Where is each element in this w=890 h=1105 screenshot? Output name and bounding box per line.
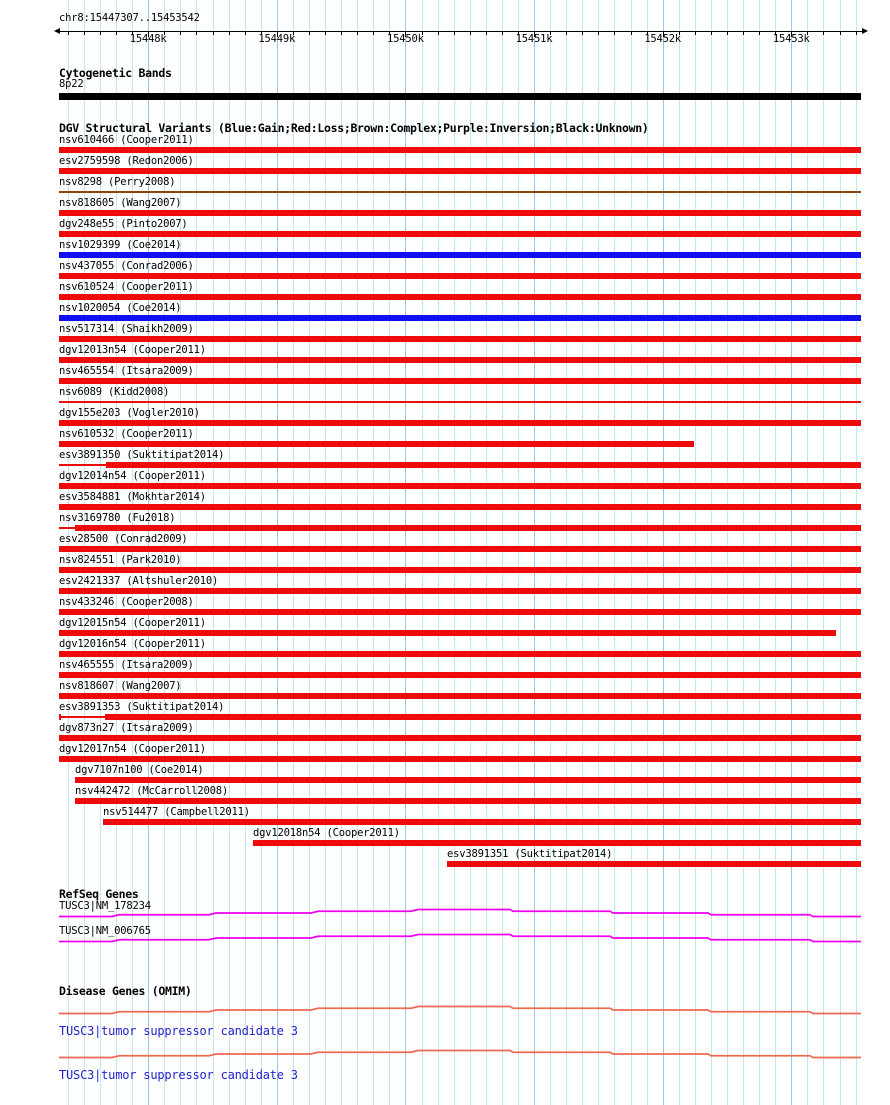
variant-label: dgv12015n54 (Cooper2011) bbox=[59, 617, 206, 629]
variant-bar[interactable] bbox=[59, 336, 861, 342]
section-title-cytobands: Cytogenetic Bands bbox=[59, 66, 172, 80]
gene-label[interactable]: TUSC3|NM_006765 bbox=[59, 925, 151, 937]
variant-bar[interactable] bbox=[59, 672, 861, 678]
variant-label: dgv12014n54 (Cooper2011) bbox=[59, 470, 206, 482]
cytoband-label: 8p22 bbox=[59, 78, 84, 90]
ruler-minor-tick bbox=[229, 31, 230, 35]
ruler-minor-tick bbox=[454, 31, 455, 35]
variant-bar[interactable] bbox=[59, 441, 694, 447]
variant-bar[interactable] bbox=[59, 567, 861, 573]
section-title-dgv: DGV Structural Variants (Blue:Gain;Red:Loss;Brown:Complex;Purple:Inversion;Black:Unknown) bbox=[59, 121, 649, 135]
variant-label: dgv7107n100 (Coe2014) bbox=[75, 764, 204, 776]
ruler-minor-tick bbox=[856, 31, 857, 35]
ruler-minor-tick bbox=[341, 31, 342, 35]
ruler-left-arrow-icon bbox=[54, 28, 60, 34]
ruler-minor-tick bbox=[325, 31, 326, 35]
variant-bar[interactable] bbox=[59, 630, 836, 636]
variant-label: nsv824551 (Park2010) bbox=[59, 554, 182, 566]
variant-label: nsv8298 (Perry2008) bbox=[59, 176, 176, 188]
variant-label: nsv3169780 (Fu2018) bbox=[59, 512, 176, 524]
variant-bar[interactable] bbox=[105, 714, 861, 720]
variant-bar[interactable] bbox=[59, 191, 861, 193]
variant-label: nsv818605 (Wang2007) bbox=[59, 197, 182, 209]
variant-label: nsv610466 (Cooper2011) bbox=[59, 134, 194, 146]
ruler-tick-label: 15452k bbox=[644, 33, 682, 45]
gene-label[interactable]: TUSC3|tumor suppressor candidate 3 bbox=[59, 1068, 298, 1082]
variant-label: dgv12018n54 (Cooper2011) bbox=[253, 827, 400, 839]
variant-label: esv3891350 (Suktitipat2014) bbox=[59, 449, 225, 461]
ruler-minor-tick bbox=[840, 31, 841, 35]
variant-bar[interactable] bbox=[59, 420, 861, 426]
gene-label[interactable]: TUSC3|NM_178234 bbox=[59, 900, 151, 912]
variant-bar[interactable] bbox=[59, 147, 861, 153]
variant-label: nsv517314 (Shaikh2009) bbox=[59, 323, 194, 335]
variant-label: esv2759598 (Redon2006) bbox=[59, 155, 194, 167]
ruler-minor-tick bbox=[711, 31, 712, 35]
section-title-omim: Disease Genes (OMIM) bbox=[59, 984, 192, 998]
variant-label: esv3891351 (Suktitipat2014) bbox=[447, 848, 613, 860]
variant-bar[interactable] bbox=[59, 252, 861, 258]
variant-label: esv28500 (Conrad2009) bbox=[59, 533, 188, 545]
variant-label: nsv1020054 (Coe2014) bbox=[59, 302, 182, 314]
variant-bar[interactable] bbox=[59, 464, 106, 466]
variant-bar[interactable] bbox=[59, 168, 861, 174]
variant-label: nsv465554 (Itsara2009) bbox=[59, 365, 194, 377]
variant-bar[interactable] bbox=[59, 588, 861, 594]
ruler-tick-label: 15453k bbox=[772, 33, 810, 45]
gene-exon-intron-line[interactable] bbox=[59, 908, 861, 918]
ruler-tick-label: 15451k bbox=[515, 33, 553, 45]
gene-exon-intron-line[interactable] bbox=[59, 1005, 861, 1015]
ruler-minor-tick bbox=[727, 31, 728, 35]
variant-bar[interactable] bbox=[59, 546, 861, 552]
variant-bar[interactable] bbox=[59, 651, 861, 657]
ruler-minor-tick bbox=[196, 31, 197, 35]
variant-bar[interactable] bbox=[59, 210, 861, 216]
ruler-minor-tick bbox=[743, 31, 744, 35]
variant-label: dgv873n27 (Itsara2009) bbox=[59, 722, 194, 734]
variant-bar[interactable] bbox=[59, 735, 861, 741]
variant-label: nsv465555 (Itsara2009) bbox=[59, 659, 194, 671]
ruler-minor-tick bbox=[598, 31, 599, 35]
variant-bar[interactable] bbox=[59, 756, 861, 762]
cytoband-bar[interactable] bbox=[59, 93, 861, 100]
gene-exon-intron-line[interactable] bbox=[59, 933, 861, 943]
variant-label: esv2421337 (Altshuler2010) bbox=[59, 575, 219, 587]
ruler-minor-tick bbox=[614, 31, 615, 35]
variant-bar[interactable] bbox=[59, 716, 105, 718]
variant-label: nsv610532 (Cooper2011) bbox=[59, 428, 194, 440]
variant-bar[interactable] bbox=[106, 462, 861, 468]
variant-label: nsv437055 (Conrad2006) bbox=[59, 260, 194, 272]
gene-exon-intron-line[interactable] bbox=[59, 1049, 861, 1059]
region-title: chr8:15447307..15453542 bbox=[59, 12, 200, 24]
variant-bar[interactable] bbox=[59, 504, 861, 510]
variant-label: esv3584881 (Mokhtar2014) bbox=[59, 491, 206, 503]
variant-label: dgv12016n54 (Cooper2011) bbox=[59, 638, 206, 650]
ruler-minor-tick bbox=[213, 31, 214, 35]
variant-label: nsv610524 (Cooper2011) bbox=[59, 281, 194, 293]
variant-bar[interactable] bbox=[447, 861, 861, 867]
variant-bar[interactable] bbox=[253, 840, 861, 846]
ruler-tick-label: 15450k bbox=[387, 33, 424, 45]
ruler-minor-tick bbox=[68, 31, 69, 35]
ruler-minor-tick bbox=[84, 31, 85, 35]
ruler-right-arrow-icon bbox=[862, 28, 868, 34]
ruler-minor-tick bbox=[486, 31, 487, 35]
variant-bar[interactable] bbox=[59, 401, 861, 403]
variant-bar[interactable] bbox=[59, 294, 861, 300]
variant-label: esv3891353 (Suktitipat2014) bbox=[59, 701, 225, 713]
variant-bar[interactable] bbox=[59, 483, 861, 489]
variant-bar[interactable] bbox=[59, 273, 861, 279]
variant-label: dgv155e203 (Vogler2010) bbox=[59, 407, 200, 419]
variant-bar[interactable] bbox=[103, 819, 861, 825]
variant-bar[interactable] bbox=[75, 798, 861, 804]
variant-label: nsv442472 (McCarroll2008) bbox=[75, 785, 229, 797]
variant-bar[interactable] bbox=[59, 527, 75, 529]
variant-bar[interactable] bbox=[75, 777, 861, 783]
variant-label: dgv12013n54 (Cooper2011) bbox=[59, 344, 206, 356]
variant-label: nsv6089 (Kidd2008) bbox=[59, 386, 170, 398]
variant-label: nsv818607 (Wang2007) bbox=[59, 680, 182, 692]
variant-label: nsv1029399 (Coe2014) bbox=[59, 239, 182, 251]
variant-bar[interactable] bbox=[75, 525, 861, 531]
ruler-minor-tick bbox=[470, 31, 471, 35]
ruler-tick-label: 15449k bbox=[258, 33, 296, 45]
variant-label: dgv12017n54 (Cooper2011) bbox=[59, 743, 206, 755]
ruler-minor-tick bbox=[357, 31, 358, 35]
ruler-minor-tick bbox=[582, 31, 583, 35]
ruler-tick-label: 15448k bbox=[129, 33, 167, 45]
variant-bar[interactable] bbox=[59, 609, 861, 615]
variant-bar[interactable] bbox=[59, 693, 861, 699]
variant-bar[interactable] bbox=[59, 231, 861, 237]
variant-bar[interactable] bbox=[59, 357, 861, 363]
section-title-refseq: RefSeq Genes bbox=[59, 887, 139, 901]
variant-bar[interactable] bbox=[59, 378, 861, 384]
variant-label: dgv248e55 (Pinto2007) bbox=[59, 218, 188, 230]
variant-label: nsv514477 (Campbell2011) bbox=[103, 806, 250, 818]
variant-bar[interactable] bbox=[59, 315, 861, 321]
ruler-minor-tick bbox=[100, 31, 101, 35]
variant-label: nsv433246 (Cooper2008) bbox=[59, 596, 194, 608]
gene-label[interactable]: TUSC3|tumor suppressor candidate 3 bbox=[59, 1024, 298, 1038]
